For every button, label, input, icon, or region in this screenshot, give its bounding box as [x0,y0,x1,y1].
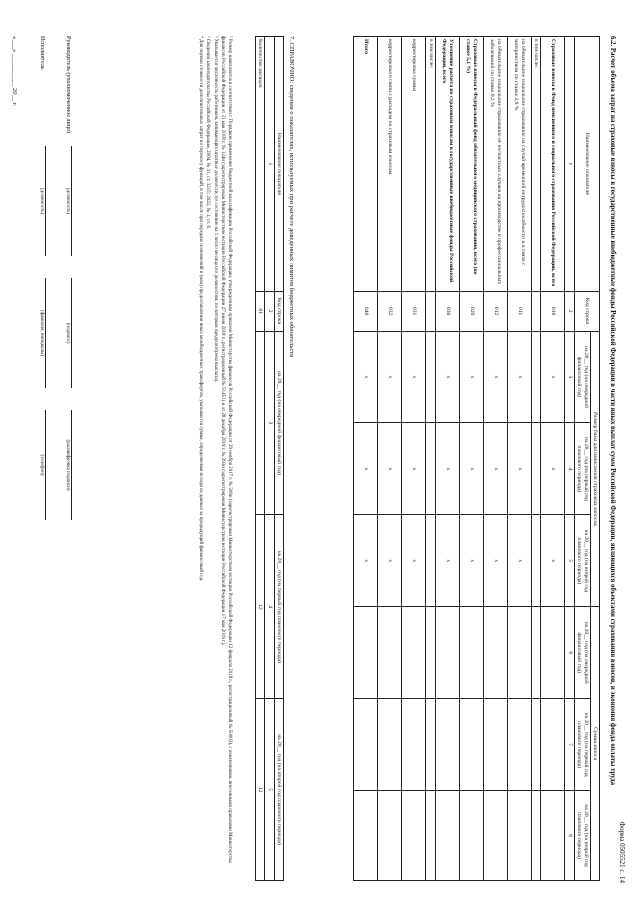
row-code: 020 [459,291,483,331]
phone-caption: (телефон) [39,454,45,476]
value-cell[interactable] [531,791,540,881]
row-code [531,291,540,331]
value-cell[interactable] [426,331,435,423]
value-cell[interactable] [531,699,540,791]
value-cell[interactable] [541,607,565,699]
value-cell[interactable] [483,699,507,791]
executor-name-field[interactable] [45,278,54,388]
value-cell[interactable]: x [459,515,483,607]
value-cell[interactable]: 12 [255,699,264,881]
value-cell[interactable]: x [507,331,531,423]
position-caption: (должность) [39,187,45,215]
value-cell[interactable]: x [402,423,426,515]
value-cell[interactable] [435,699,459,791]
header-code: Код строки [274,291,283,331]
value-cell[interactable] [531,515,540,607]
row-name: Страховые взносы в Федеральный фонд обязательного медицинского страхования, всего (по ставке 5,1 %) [459,37,483,292]
column-numbers-row [565,37,574,881]
value-cell[interactable] [426,791,435,881]
value-cell[interactable] [426,699,435,791]
value-cell[interactable] [402,607,426,699]
row-name: на обязательное социальное страхование на случай временной нетрудоспособности и в связи с материнством по ставке 2,9 % [507,37,531,292]
value-cell[interactable] [531,607,540,699]
column-number: 4 [565,423,574,515]
value-cell[interactable] [507,607,531,699]
column-number: 5 [265,699,274,881]
value-cell[interactable]: x [507,515,531,607]
row-code: 012 [483,291,507,331]
column-numbers-row [265,37,274,881]
table-row [378,37,402,881]
value-cell[interactable] [507,699,531,791]
header-year: на 20__ год (на второй год планового периода) [274,699,283,881]
column-number: 5 [565,515,574,607]
value-cell[interactable]: x [459,423,483,515]
name-caption: (расшифровка подписи) [65,439,70,491]
row-name: на обязательное социальное страхование от несчастных случаев на производстве и профессиональных заболеваний по ставке 0,2 % [483,37,507,292]
value-cell[interactable]: x [435,515,459,607]
value-cell[interactable]: x [507,423,531,515]
value-cell[interactable] [378,699,402,791]
footnotes [196,36,233,881]
row-name: корректировка суммы [402,37,426,292]
row-name: корректировка в связи с расходом по страховым взносам [378,37,402,292]
position-field[interactable] [71,146,80,256]
header-year: на 20__ год (на очередной финансовый год) [274,331,283,515]
value-cell[interactable] [255,331,264,515]
table-row [354,37,378,881]
value-cell[interactable] [402,791,426,881]
value-cell[interactable]: x [483,423,507,515]
value-cell[interactable]: 12 [255,515,264,699]
row-code: 01 [255,291,264,331]
row-code: 032 [378,291,402,331]
header-name: Наименование показателя [274,37,283,292]
table-row [483,37,507,881]
header-contribution: Сумма взноса [590,607,599,881]
value-cell[interactable]: x [378,423,402,515]
table-row [459,37,483,881]
value-cell[interactable]: x [483,331,507,423]
header-year: на 20__ год (на второй год планового периода) [574,791,590,881]
value-cell[interactable]: x [483,515,507,607]
column-number: 1 [265,37,274,292]
row-code: 030 [435,291,459,331]
row-code [426,291,435,331]
value-cell[interactable]: x [354,423,378,515]
value-cell[interactable]: x [354,515,378,607]
row-name: в том числе: [531,37,540,292]
value-cell[interactable]: x [435,423,459,515]
footnote: ¹ Размер начисляется в соответствии с Порядком применения бюджетной классификации Российской Федерации, утвержденным приказом Министерства финансов Российской Федерации от 29 ноября 2017 г. № 209н (зарегистрирован Министерством юстиции Российской Федерации 12 февраля 2018 г., регистрационный № 50003), с изменениями, внесенными приказами Министерства финансов Российской Федерации от 31 мая 2018 г. № 124н (зарегистрирован Министерством юстиции Российской Федерации 27 июня 2018 г., регистрационный № 51451) и от 28 декабря 2018 г. № 293н (зарегистрирован Министерством юстиции Российской Федерации 17 мая 2019 г.). [220,36,232,863]
column-number: 1 [565,37,574,292]
value-cell[interactable] [402,699,426,791]
value-cell[interactable]: x [402,331,426,423]
value-cell[interactable] [354,607,378,699]
value-cell[interactable] [354,699,378,791]
value-cell[interactable] [531,331,540,423]
value-cell[interactable]: x [354,331,378,423]
table-row [435,37,459,881]
signature-field[interactable] [71,278,80,388]
row-name: Уточнение расчета по страховым взносам в государственные внебюджетные фонды Российской Федерации, всего [435,37,459,292]
head-label: Руководитель (уполномоченное лицо) [65,36,72,133]
value-cell[interactable]: x [378,515,402,607]
footnote: ⁴ Для оценки стоимости дополнительных затрат по переносу функций, в том числе при передаче полномочий и (или) предоставлении иных межбюджетных трансфертов, указывается сумма, определяемая исходя из данных за предыдущий финансовый год. [198,36,203,582]
signature-caption: (подпись) [65,322,70,344]
row-name: Итого [354,37,378,292]
header-year: на 20__ год (на первый год планового периода) [574,699,590,791]
header-year: на 20__ год (на очередной финансовый год) [574,607,590,699]
value-cell[interactable] [426,607,435,699]
value-cell[interactable]: x [541,423,565,515]
value-cell[interactable]: x [402,515,426,607]
executor-name-caption: (фамилия, инициалы) [39,309,45,357]
main-table [353,36,600,881]
executor-label: Исполнитель [39,36,46,70]
value-cell[interactable] [483,791,507,881]
column-number: 3 [265,331,274,515]
row-name: в том числе: [426,37,435,292]
column-number: 8 [565,791,574,881]
table-row [531,37,540,881]
value-cell[interactable]: x [378,331,402,423]
value-cell[interactable] [459,791,483,881]
section-title: 6.2. Расчет объема затрат на страховые взносы в государственные внебюджетные фонды Российской Федерации в части иных выплат сумм Российской Федерации, являющихся объектами страхования взносов, и экономия фонда оплаты труда [609,36,616,785]
value-cell[interactable]: x [459,331,483,423]
value-cell[interactable] [378,791,402,881]
header-year: на 20__ год (на первый год планового периода) [574,423,590,515]
value-cell[interactable] [483,607,507,699]
value-cell[interactable] [459,699,483,791]
value-cell[interactable] [435,607,459,699]
column-number: 2 [565,291,574,331]
table-row [255,37,264,881]
row-code: 011 [507,291,531,331]
table-row [402,37,426,881]
header-name: Наименование показателя [574,37,599,292]
value-cell[interactable] [426,423,435,515]
phone-field[interactable] [45,410,54,520]
form-code: Форма 0505521 с. 14 [618,821,626,883]
column-number: 4 [265,515,274,699]
header-year: на 20__ год (на второй год планового периода) [574,515,590,607]
header-year: на 20__ год (на первый год планового периода) [274,515,283,699]
table-row [426,37,435,881]
row-code: 031 [402,291,426,331]
header-base: Размер базы для начисления страховых взносов [590,331,599,607]
row-name: Количество месяцев [255,37,264,292]
signature-block [29,36,81,881]
position-caption: (должность) [65,187,70,215]
value-cell[interactable] [378,607,402,699]
footnote: ³ Сведения законодательства Российской Федерации, 2004, № 31, ст. 3215; 2022, № 1, ст. 6. [205,36,211,230]
footnote: ² Указывается численность работников, занимающих штатные должности, по состоянию на 1 число месяца (по должностям, по которым предусмотрена выплата). [213,36,218,383]
header-code: Код строки [574,291,599,331]
row-name: Страховые взносы в Фонд пенсионного и социального страхования Российской Федерации, всего [541,37,565,292]
table-row [541,37,565,881]
name-field[interactable] [71,410,80,520]
column-number: 7 [565,699,574,791]
value-cell[interactable]: x [435,331,459,423]
value-cell[interactable] [507,791,531,881]
reference-table [255,36,284,881]
header-year: на 20__ год (на очередной финансовый год) [574,331,590,423]
column-number: 3 [565,331,574,423]
table-row [507,37,531,881]
value-cell[interactable] [354,791,378,881]
value-cell[interactable]: x [541,515,565,607]
value-cell[interactable] [541,791,565,881]
value-cell[interactable] [459,607,483,699]
executor-position-field[interactable] [45,146,54,256]
column-number: 2 [265,291,274,331]
value-cell[interactable]: x [541,331,565,423]
value-cell[interactable] [426,515,435,607]
value-cell[interactable] [435,791,459,881]
value-cell[interactable] [541,699,565,791]
date-line: «___» __________ 20__ г. [11,36,18,107]
row-code: 040 [354,291,378,331]
column-number: 6 [565,607,574,699]
row-code: 010 [541,291,565,331]
reference-title: 7. СПРАВОЧНО: сведения о показателях, используемых при расчете доведенных лимитов бюджетных обязательств [288,36,295,358]
value-cell[interactable] [531,423,540,515]
